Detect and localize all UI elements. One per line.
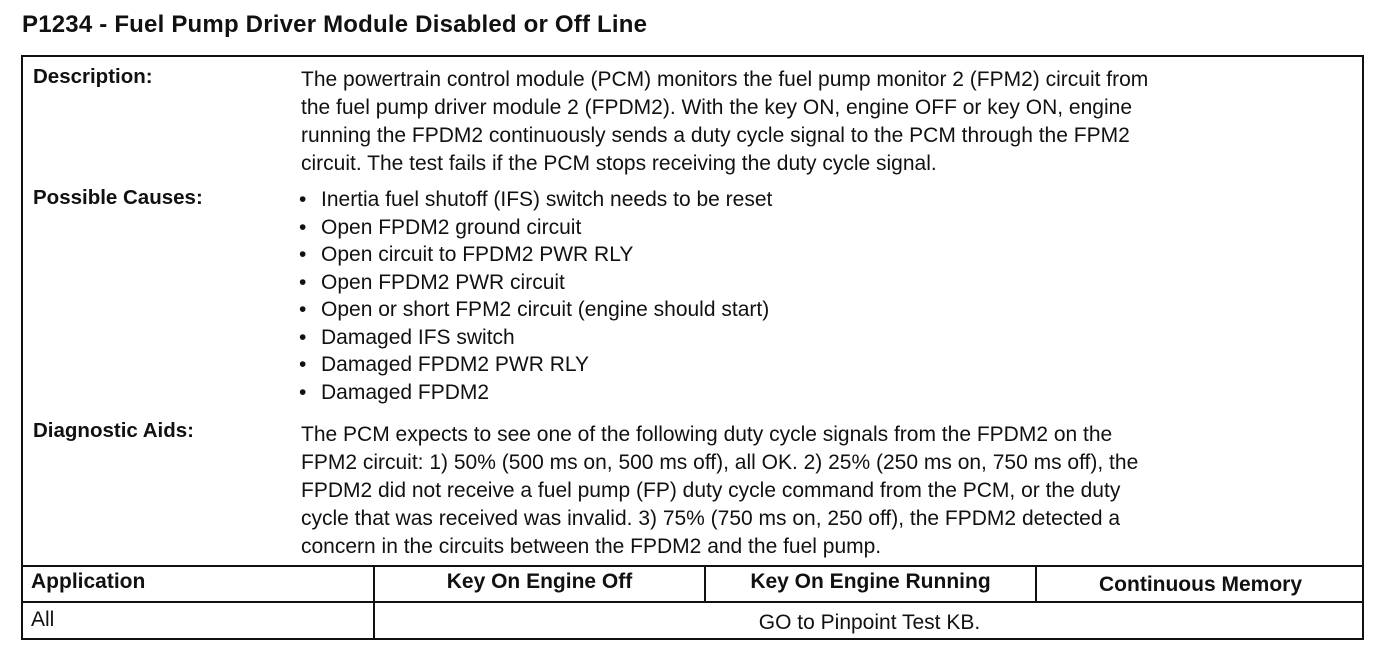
description-line: the fuel pump driver module 2 (FPDM2). With the key ON, engine OFF or key ON, engine [301, 96, 1132, 119]
bullet-icon: • [299, 243, 307, 266]
diagnostic-aids-line: The PCM expects to see one of the following duty cycle signals from the FPDM2 on the [301, 423, 1113, 446]
possible-causes-label: Possible Causes: [33, 186, 203, 209]
description-label: Description: [33, 65, 153, 88]
header-application: Application [31, 570, 146, 593]
dtc-info-box [21, 55, 1364, 640]
bullet-icon: • [299, 353, 307, 376]
description-text [301, 66, 1348, 178]
header-continuous-memory: Continuous Memory [1099, 573, 1302, 596]
bullet-icon: • [299, 270, 307, 294]
cause-item: • Open or short FPM2 circuit (engine should start) [299, 296, 772, 324]
cause-item: • Inertia fuel shutoff (IFS) switch needs to be reset [299, 186, 772, 214]
header-key-on-engine-off: Key On Engine Off [446, 570, 633, 593]
bullet-icon: • [299, 298, 307, 321]
table-top-divider [23, 565, 1362, 567]
cause-item: • Damaged FPDM2 [299, 379, 772, 407]
diagnostic-aids-line: cycle that was received was invalid. 3) 75% (750 ms on, 250 off), the FPDM2 detected a [301, 507, 1121, 530]
diagnostic-aids-line: concern in the circuits between the FPDM2 and the fuel pump. [301, 535, 882, 558]
bullet-icon: • [299, 215, 307, 239]
diagnostic-aids-line: FPM2 circuit: 1) 50% (500 ms on, 500 ms off), all OK. 2) 25% (250 ms on, 750 ms off), the [301, 451, 1139, 474]
page-title: P1234 - Fuel Pump Driver Module Disabled or Off Line [22, 11, 648, 38]
description-line: The powertrain control module (PCM) monitors the fuel pump monitor 2 (FPM2) circuit from [301, 68, 1149, 91]
cause-item: • Open FPDM2 ground circuit [299, 214, 772, 242]
application-value: All [31, 608, 55, 631]
description-line: circuit. The test fails if the PCM stops receiving the duty cycle signal. [301, 152, 937, 175]
table-row-divider [23, 601, 1362, 603]
cause-item: • Damaged FPDM2 PWR RLY [299, 351, 772, 379]
diagnostic-aids-line: FPDM2 did not receive a fuel pump (FP) duty cycle command from the PCM, or the duty [301, 479, 1121, 502]
diagnostic-aids-label: Diagnostic Aids: [33, 419, 194, 442]
bullet-icon: • [299, 325, 307, 349]
test-action: GO to Pinpoint Test KB. [758, 611, 981, 634]
possible-causes-list [299, 186, 772, 406]
diagnostic-aids-text [301, 421, 1348, 561]
header-key-on-engine-running: Key On Engine Running [750, 570, 991, 593]
cause-item: • Damaged IFS switch [299, 324, 772, 352]
bullet-icon: • [299, 188, 307, 211]
cause-item: • Open circuit to FPDM2 PWR RLY [299, 241, 772, 269]
bullet-icon: • [299, 380, 307, 404]
description-line: running the FPDM2 continuously sends a duty cycle signal to the PCM through the FPM2 [301, 124, 1130, 147]
cause-item: • Open FPDM2 PWR circuit [299, 269, 772, 297]
